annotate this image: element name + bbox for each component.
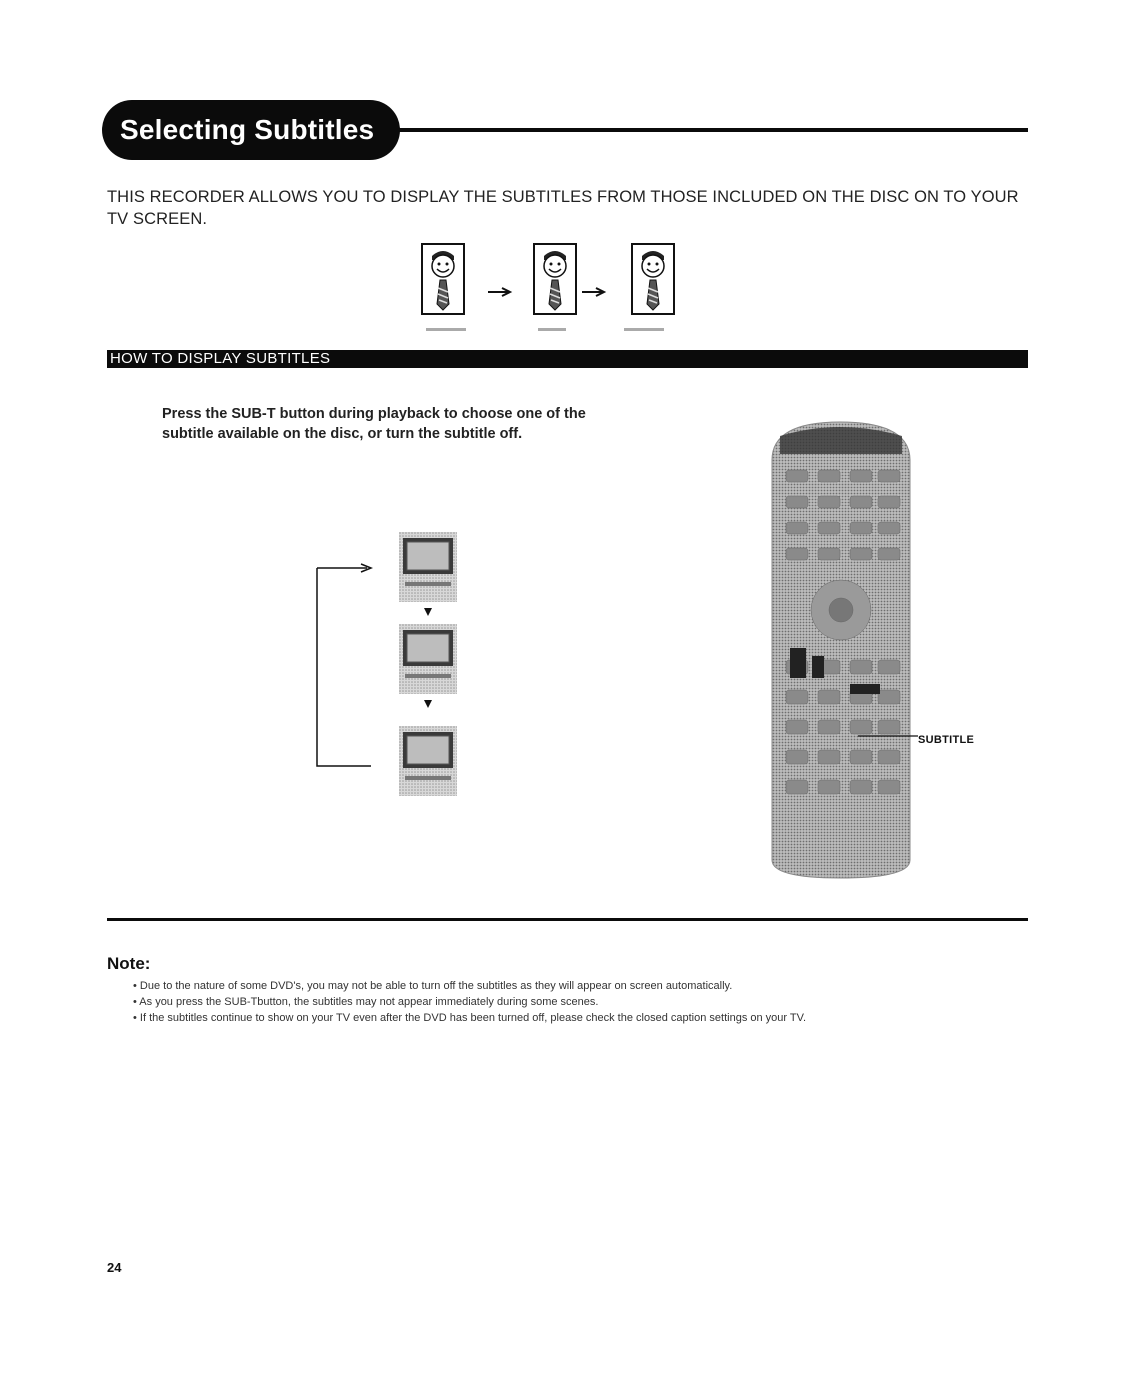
arrow-down-icon (424, 608, 432, 616)
subtitle-cycle-diagram (315, 528, 475, 800)
subtitle-callout-label: SUBTITLE (918, 734, 975, 746)
note-item: • Due to the nature of some DVD's, you may not be able to turn off the subtitles as they will appear on screen automatically. (133, 980, 733, 992)
subtitle-faces-illustration (420, 242, 690, 342)
note-list (133, 978, 933, 1026)
arrow-down-icon (424, 700, 432, 708)
face-3-icon (632, 244, 674, 314)
page-title-text: Selecting Subtitles (120, 114, 375, 145)
face-2-icon (534, 244, 576, 314)
note-item: • If the subtitles continue to show on your TV even after the DVD has been turned off, please check the closed caption settings on your TV. (133, 1012, 807, 1024)
page-title (102, 100, 400, 160)
screen-1-icon (399, 532, 457, 602)
face-1-icon (422, 244, 464, 314)
instruction-text: Press the SUB-T button during playback to choose one of the subtitle available on the disc, or turn the subtitle off. (162, 406, 586, 442)
arrow-right-icon (582, 288, 604, 296)
caption-blur (426, 328, 664, 331)
arrow-right-icon (488, 288, 510, 296)
title-rule (398, 128, 1028, 132)
section-heading: HOW TO DISPLAY SUBTITLES (107, 350, 1028, 368)
remote-control-image (760, 420, 1000, 880)
note-title: Note: (107, 954, 151, 973)
note-item: • As you press the SUB-Tbutton, the subtitles may not appear immediately during some scenes. (133, 996, 599, 1008)
section-divider (107, 918, 1028, 921)
intro-text: THIS RECORDER ALLOWS YOU TO DISPLAY THE SUBTITLES FROM THOSE INCLUDED ON THE DISC ON TO YOUR TV SCREEN. (107, 188, 1019, 228)
screen-2-icon (399, 624, 457, 694)
screen-3-icon (399, 726, 457, 796)
page-number: 24 (107, 1260, 122, 1275)
